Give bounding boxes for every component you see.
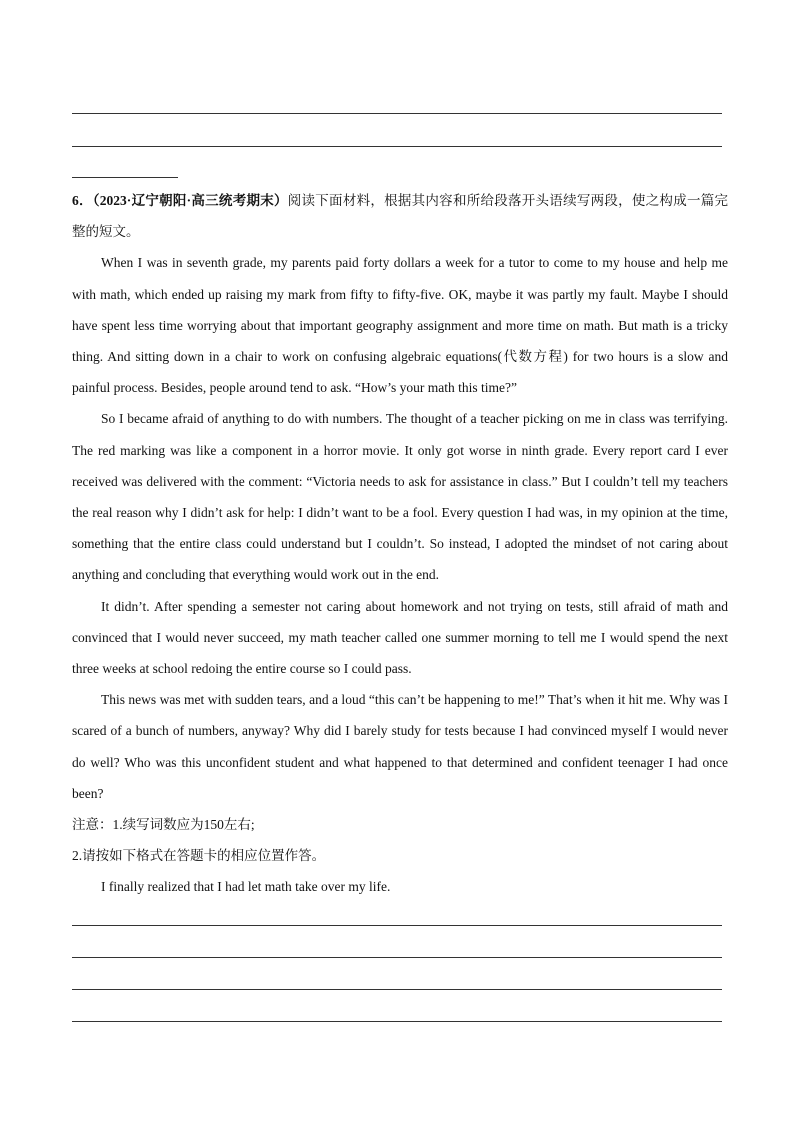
question-instruction: 阅读下面材料，根据其内容和所给段落开头语续写两段，使之构成一篇完整的短文。 — [72, 193, 728, 240]
answer-line — [72, 1021, 722, 1022]
question-header — [72, 185, 728, 247]
answer-line — [72, 989, 722, 990]
passage-paragraph: This news was met with sudden tears, and a loud “this can’t be happening to me!” That’s when it hit me. Why was I scared of a bunch of numbers, anyway? Why did I barely study for tests because I had convinced myself I would never do well? Who was this unconfident student and what happened to that determined and confident teenager I had once been? — [72, 692, 728, 801]
passage-paragraph: It didn’t. After spending a semester not caring about homework and not trying on tests, still afraid of math and convinced that I would never succeed, my math teacher called one summer morning to tell me I would spend the next three weeks at school redoing the entire course so I could pass. — [72, 598, 728, 677]
note-line: 2.请按如下格式在答题卡的相应位置作答。 — [72, 848, 326, 864]
question-block — [72, 185, 728, 903]
question-number: 6． — [72, 193, 93, 208]
answer-line — [72, 146, 722, 147]
question-source: （2023·辽宁朝阳·高三统考期末） — [92, 193, 288, 208]
paragraph-starter: I finally realized that I had let math take over my life. — [101, 879, 391, 895]
answer-line — [72, 925, 722, 926]
answer-line — [72, 113, 722, 114]
passage-paragraph: When I was in seventh grade, my parents paid forty dollars a week for a tutor to come to my house and help me with math, which ended up raising my mark from fifty to fifty-five. OK, maybe it was partly my fault. Maybe I should have spent less time worrying about that important geography assignment and more time on math. But math is a tricky thing. And sitting down in a chair to work on confusing algebraic equations(代数方程) for two hours is a slow and painful process. Besides, people around tend to ask. “How’s your math this time?” — [72, 255, 728, 396]
passage-paragraph: So I became afraid of anything to do with numbers. The thought of a teacher picking on me in class was terrifying. The red marking was like a component in a horror movie. It only got worse in ninth grade. Every report card I ever received was delivered with the comment: “Victoria needs to ask for assistance in class.” But I couldn’t tell my teachers the real reason why I didn’t ask for help: I didn’t want to be a fool. Every question I had was, in my opinion at the time, something that the entire class could understand but I couldn’t. So instead, I adopted the mindset of not caring about anything and concluding that everything would work out in the end. — [72, 411, 728, 583]
answer-line — [72, 957, 722, 958]
note-line: 注意：1.续写词数应为150左右; — [72, 817, 255, 833]
answer-line-short — [72, 177, 178, 178]
